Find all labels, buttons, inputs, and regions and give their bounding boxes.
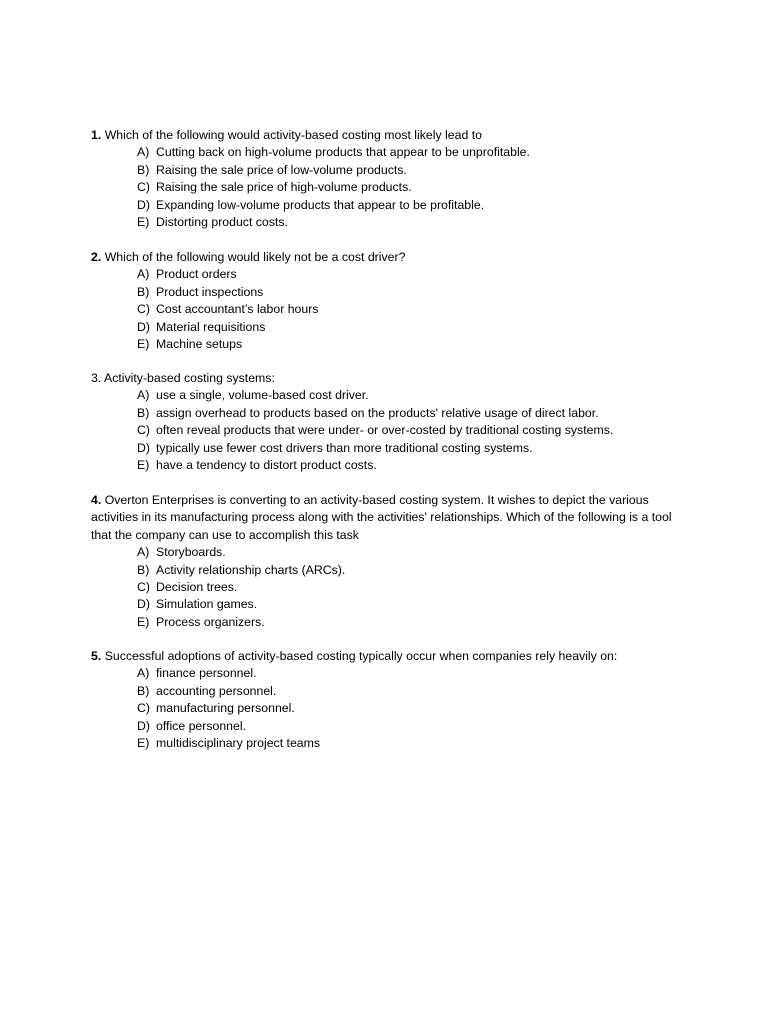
option-text: Decision trees. <box>156 580 238 595</box>
question-5 <box>91 648 691 752</box>
option-letter: B) <box>137 284 150 299</box>
question-text: Overton Enterprises is converting to an activity-based costing system. It wishes to depict the various activities in its manufacturing process along with the activities' relationships. Which of the following is a tool that the company can use to accomplish this task <box>91 493 672 542</box>
answer-option <box>137 336 691 353</box>
answer-option <box>137 440 691 457</box>
option-text: Expanding low-volume products that appear to be profitable. <box>156 197 485 212</box>
answer-options <box>91 387 691 474</box>
option-text: finance personnel. <box>156 666 257 681</box>
answer-option <box>137 544 691 561</box>
answer-option <box>137 319 691 336</box>
question-3 <box>91 370 691 474</box>
option-text: office personnel. <box>156 718 247 733</box>
option-letter: A) <box>137 545 150 560</box>
answer-option <box>137 214 691 231</box>
question-stem <box>91 249 691 266</box>
answer-options <box>91 266 691 353</box>
option-text: Distorting product costs. <box>156 215 288 230</box>
option-letter: D) <box>137 597 150 612</box>
answer-option <box>137 301 691 318</box>
option-text: manufacturing personnel. <box>156 701 295 716</box>
option-text: Raising the sale price of low-volume products. <box>156 162 407 177</box>
question-stem <box>91 648 691 665</box>
answer-options <box>91 544 691 631</box>
option-letter: C) <box>137 302 150 317</box>
answer-option <box>137 162 691 179</box>
option-letter: E) <box>137 337 150 352</box>
option-text: Material requisitions <box>156 319 266 334</box>
option-letter: C) <box>137 423 150 438</box>
question-stem <box>91 127 691 144</box>
option-letter: B) <box>137 562 150 577</box>
option-text: Raising the sale price of high-volume products. <box>156 180 412 195</box>
question-stem <box>91 492 691 544</box>
answer-option <box>137 579 691 596</box>
option-letter: A) <box>137 145 150 160</box>
option-text: have a tendency to distort product costs. <box>156 458 377 473</box>
answer-option <box>137 718 691 735</box>
answer-option <box>137 614 691 631</box>
answer-option <box>137 405 691 422</box>
option-letter: C) <box>137 701 150 716</box>
option-letter: E) <box>137 614 150 629</box>
question-number: 3. <box>91 371 102 385</box>
option-text: multidisciplinary project teams <box>156 736 321 751</box>
question-1 <box>91 127 691 231</box>
answer-option <box>137 422 691 439</box>
answer-options <box>91 144 691 231</box>
answer-option <box>137 562 691 579</box>
answer-option <box>137 700 691 717</box>
option-letter: D) <box>137 718 150 733</box>
question-number: 1. <box>91 128 102 142</box>
answer-option <box>137 683 691 700</box>
answer-option <box>137 387 691 404</box>
answer-option <box>137 284 691 301</box>
option-text: often reveal products that were under- or over-costed by traditional costing systems. <box>156 423 614 438</box>
option-letter: D) <box>137 197 150 212</box>
question-text: Which of the following would activity-based costing most likely lead to <box>104 128 482 142</box>
answer-option <box>137 144 691 161</box>
option-letter: B) <box>137 683 150 698</box>
option-text: use a single, volume-based cost driver. <box>156 388 369 403</box>
answer-option <box>137 197 691 214</box>
answer-option <box>137 266 691 283</box>
answer-option <box>137 457 691 474</box>
question-4 <box>91 492 691 631</box>
option-letter: A) <box>137 267 150 282</box>
answer-options <box>91 665 691 752</box>
option-letter: B) <box>137 405 150 420</box>
answer-option <box>137 179 691 196</box>
question-text: Successful adoptions of activity-based costing typically occur when companies rely heavily on: <box>104 649 618 663</box>
option-text: Storyboards. <box>156 545 226 560</box>
option-letter: D) <box>137 440 150 455</box>
option-text: assign overhead to products based on the products' relative usage of direct labor. <box>156 405 599 420</box>
option-letter: C) <box>137 180 150 195</box>
option-text: accounting personnel. <box>156 683 277 698</box>
option-letter: C) <box>137 580 150 595</box>
question-stem <box>91 370 691 387</box>
question-number: 2. <box>91 250 102 264</box>
option-letter: E) <box>137 215 150 230</box>
answer-option <box>137 665 691 682</box>
option-letter: E) <box>137 736 150 751</box>
option-text: Product orders <box>156 267 237 282</box>
option-text: Cutting back on high-volume products that appear to be unprofitable. <box>156 145 530 160</box>
option-letter: E) <box>137 458 150 473</box>
option-text: Process organizers. <box>156 614 265 629</box>
option-text: Product inspections <box>156 284 264 299</box>
option-letter: A) <box>137 388 150 403</box>
option-letter: A) <box>137 666 150 681</box>
option-text: Simulation games. <box>156 597 258 612</box>
option-text: Cost accountant’s labor hours <box>156 302 319 317</box>
option-letter: D) <box>137 319 150 334</box>
question-2 <box>91 249 691 353</box>
option-text: Machine setups <box>156 337 243 352</box>
answer-option <box>137 596 691 613</box>
option-letter: B) <box>137 162 150 177</box>
answer-option <box>137 735 691 752</box>
option-text: typically use fewer cost drivers than more traditional costing systems. <box>156 440 533 455</box>
question-number: 4. <box>91 493 102 507</box>
option-text: Activity relationship charts (ARCs). <box>156 562 346 577</box>
question-text: Which of the following would likely not be a cost driver? <box>104 250 406 264</box>
question-number: 5. <box>91 649 102 663</box>
question-text: Activity-based costing systems: <box>104 371 275 385</box>
